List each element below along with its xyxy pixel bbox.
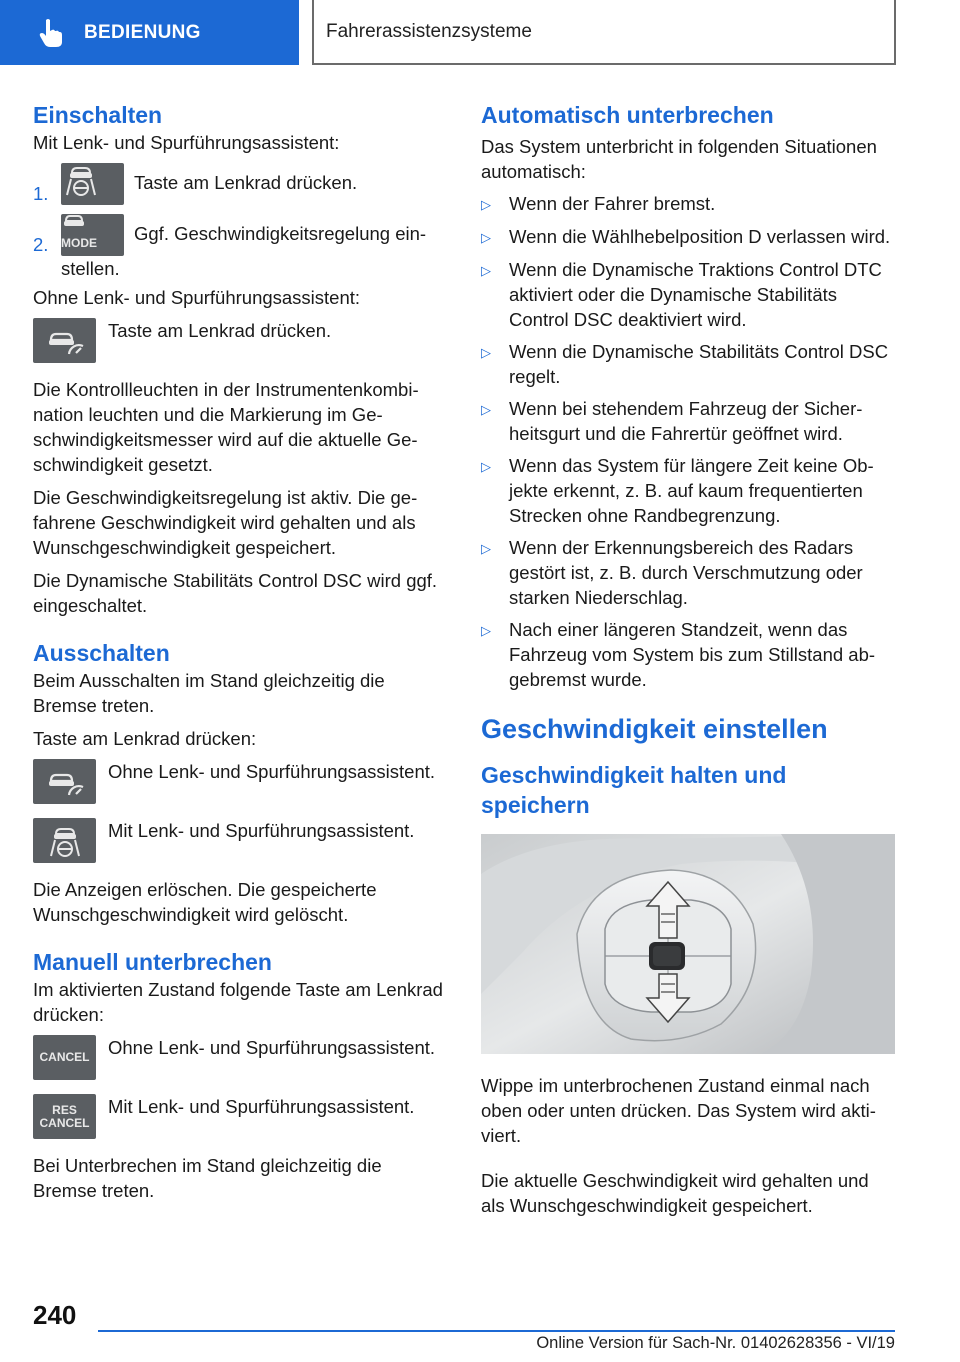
page-number: 240: [33, 1300, 77, 1330]
chapter-tab-label: BEDIENUNG: [84, 21, 201, 43]
paragraph-dsc: Die Dynamische Stabilitäts Control DSC wird ggf. eingeschaltet.: [33, 570, 438, 616]
paragraph-manuell: Im aktivierten Zustand folgende Taste am Lenkrad drücken:: [33, 979, 443, 1025]
cancel-without-text: Ohne Lenk- und Spurführungsassistent.: [108, 1037, 436, 1058]
cancel-with-text: Mit Lenk- und Spurführungsassistent.: [108, 1096, 415, 1117]
triangle-bullet-icon: ▷: [481, 623, 491, 638]
paragraph-unterbrechen-bremse: Bei Unterbrechen im Stand gleichzeitig die Bremse treten.: [33, 1155, 382, 1201]
mode-button: [61, 214, 124, 256]
triangle-bullet-icon: ▷: [481, 459, 491, 474]
list-item: ▷ Wenn bei stehendem Fahrzeug der Sicherheitsgurt und die Fahrertür geöffnet wird.: [481, 398, 863, 444]
step-text: Taste am Lenkrad drücken.: [134, 171, 358, 193]
step-number: 1.: [33, 183, 49, 204]
car-icon: [61, 214, 87, 228]
list-item: ▷ Wenn die Dynamische Stabilitäts Control DSC regelt.: [481, 341, 889, 387]
right-column: [481, 100, 895, 1218]
auto-conditions-list: [481, 191, 895, 692]
res-label: RES: [52, 1102, 77, 1117]
step-1: [33, 163, 445, 206]
list-item: ▷ Wenn der Fahrer bremst.: [481, 191, 895, 217]
off-without-row: [33, 759, 445, 804]
lane-assist-button: [33, 818, 96, 863]
paragraph-aktuelle-geschwindigkeit: Die aktuelle Geschwindigkeit wird gehalten und als Wunschgeschwindigkeit gespeichert.: [481, 1170, 869, 1216]
section-title: Fahrerassistenzsysteme: [312, 0, 896, 65]
chapter-tab[interactable]: [0, 0, 299, 65]
mode-label: MODE: [61, 236, 97, 250]
footer-divider: [98, 1330, 895, 1332]
step-text-continued: stellen.: [61, 258, 120, 279]
without-assistant-text: Taste am Lenkrad drücken.: [108, 320, 332, 341]
lane-assist-icon: [45, 824, 85, 858]
cancel-without-row: [33, 1035, 445, 1080]
paragraph-wippe: Wippe im unterbrochenen Zustand einmal nach oben oder unten drücken. Das System wird aktiviert.: [481, 1075, 876, 1146]
list-item: ▷ Wenn die Wählhebelposition D verlassen wird.: [481, 224, 895, 250]
list-item: ▷ Wenn die Dynamische Traktions Control DTC aktiviert oder die Dynamische Stabilitäts Control DSC deaktiviert wird.: [481, 259, 882, 330]
list-item: ▷ Nach einer längeren Standzeit, wenn das Fahrzeug vom System bis zum Stillstand abgebremst wurde.: [481, 619, 876, 690]
cruise-control-icon: [43, 767, 87, 797]
triangle-bullet-icon: ▷: [481, 197, 491, 212]
lane-assist-icon: [61, 163, 101, 197]
paragraph-anzeigen: Die Anzeigen erlöschen. Die gespeicherte Wunschgeschwindigkeit wird gelöscht.: [33, 879, 377, 925]
cruise-control-icon: [43, 326, 87, 356]
heading-geschwindigkeit-einstellen: Geschwindigkeit einstellen: [481, 714, 828, 744]
cruise-control-button: [33, 759, 96, 804]
off-without-text: Ohne Lenk- und Spurführungsassistent.: [108, 761, 436, 782]
heading-halten-speichern: Geschwindigkeit halten und speichern: [481, 762, 787, 818]
intro-without-assistant: Ohne Lenk- und Spurführungsassistent:: [33, 287, 361, 308]
triangle-bullet-icon: ▷: [481, 541, 491, 556]
triangle-bullet-icon: ▷: [481, 230, 491, 245]
lane-assist-button: [61, 163, 124, 205]
steering-wheel-rocker-photo: [481, 834, 895, 1054]
off-with-text: Mit Lenk- und Spurführungsassistent.: [108, 820, 415, 841]
heading-einschalten: Einschalten: [33, 102, 163, 128]
cruise-control-button: [33, 318, 96, 363]
step-number: 2.: [33, 234, 49, 255]
paragraph-auto-intro: Das System unterbricht in folgenden Situationen automatisch:: [481, 136, 877, 182]
intro-with-assistant: Mit Lenk- und Spurführungsassistent:: [33, 132, 340, 153]
heading-manuell: Manuell unterbrechen: [33, 949, 272, 975]
heading-ausschalten: Ausschalten: [33, 640, 170, 666]
paragraph-taste: Taste am Lenkrad drücken:: [33, 728, 257, 749]
cancel-with-row: [33, 1094, 445, 1139]
heading-automatisch: Automatisch unterbrechen: [481, 102, 774, 128]
triangle-bullet-icon: ▷: [481, 345, 491, 360]
triangle-bullet-icon: ▷: [481, 263, 491, 278]
off-with-row: [33, 818, 445, 863]
step-text: Ggf. Geschwindigkeitsregelung ein-: [134, 222, 427, 244]
without-assistant-row: [33, 318, 445, 363]
step-2: [33, 214, 445, 281]
res-cancel-button: [33, 1094, 96, 1139]
left-column: [33, 100, 445, 1203]
paragraph-kontrollleuchten: Die Kontrollleuchten in der Instrumentenkombination leuchten und die Markierung im Geschwindigkeitsmesser wird auf die aktuelle Geschwindigkeit gesetzt.: [33, 379, 419, 475]
page-header: [0, 0, 960, 66]
cancel-button: [33, 1035, 96, 1080]
cancel-label: CANCEL: [39, 1115, 90, 1130]
triangle-bullet-icon: ▷: [481, 402, 491, 417]
footer-online-version: Online Version für Sach-Nr. 01402628356 - VI/19: [536, 1334, 895, 1352]
list-item: ▷ Wenn das System für längere Zeit keine Objekte erkennt, z. B. auf kaum frequentierten Strecken ohne Randbegrenzung.: [481, 455, 874, 526]
paragraph-aktiv: Die Geschwindigkeitsregelung ist aktiv. Die gefahrene Geschwindigkeit wird gehalten und als Wunschgeschwindigkeit gespeichert.: [33, 487, 418, 558]
list-item: ▷ Wenn der Erkennungsbereich des Radars gestört ist, z. B. durch Verschmutzung oder starken Niederschlag.: [481, 537, 863, 608]
cancel-label: CANCEL: [39, 1050, 90, 1064]
hand-pointer-icon: [38, 18, 64, 48]
paragraph-ausschalten-bremse: Beim Ausschalten im Stand gleichzeitig die Bremse treten.: [33, 670, 385, 716]
